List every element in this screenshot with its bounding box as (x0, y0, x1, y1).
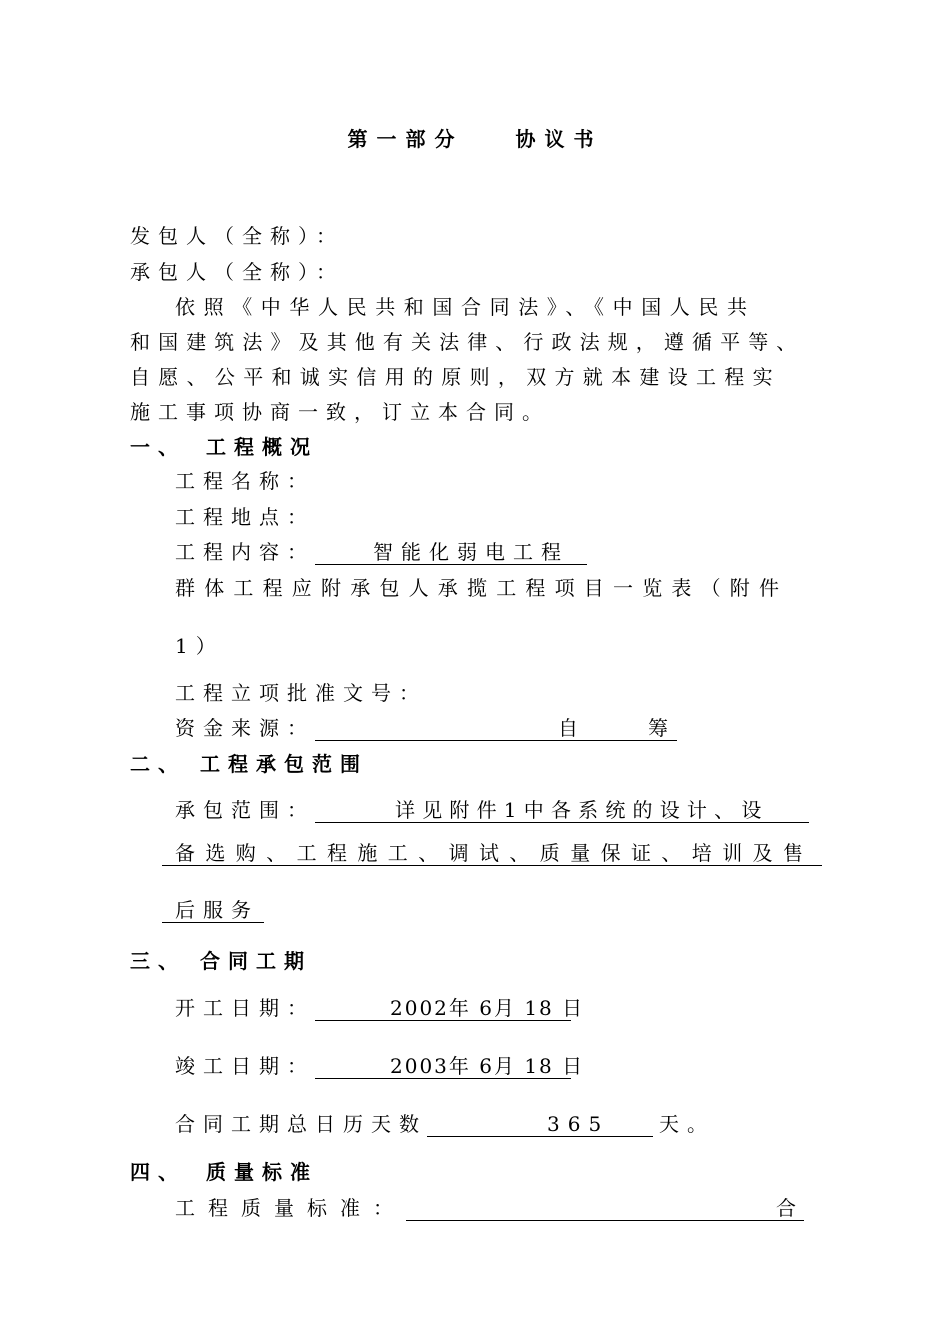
fund-source-value-1: 自 (558, 716, 586, 740)
end-date-value: 2003年 6月 18 日 (315, 1055, 571, 1079)
contractor-line: 承包人（全称）： (130, 260, 344, 284)
quality-label: 工程质量标准： (175, 1196, 406, 1220)
project-name-label: 工程名称： (175, 469, 315, 493)
scope-value-3: 后服务 (162, 899, 264, 923)
group-note-line-2: 1） (175, 634, 224, 658)
section-3-heading (130, 945, 312, 974)
scope-value-1: 详见附件1中各系统的设计、设 (315, 799, 809, 823)
quality-row (175, 1192, 804, 1221)
fund-source-label: 资金来源： (175, 716, 315, 740)
project-location-label: 工程地点： (175, 505, 315, 529)
preamble-line-4: 施工事项协商一致，订立本合同。 (130, 400, 550, 424)
end-date-row (175, 1050, 585, 1079)
project-content-value: 智能化弱电工程 (315, 541, 587, 565)
fund-source-value-2: 筹 (648, 716, 676, 740)
title-part: 第一部分 (347, 127, 464, 151)
section-2-title: 工程承包范围 (200, 752, 368, 776)
start-date-value: 2002年 6月 18 日 (315, 997, 571, 1021)
preamble-line-1: 依照《中华人民共和国合同法》、《中国人民共 (175, 295, 756, 319)
project-content-row (175, 536, 587, 565)
section-3-title: 合同工期 (200, 949, 312, 973)
section-1-heading (130, 431, 318, 460)
fund-source-value (315, 717, 677, 741)
total-days-row (175, 1108, 715, 1137)
quality-value: 合 (406, 1197, 804, 1221)
section-4-number: 四、 (130, 1160, 186, 1184)
group-note-line-1: 群体工程应附承包人承揽工程项目一览表（附件 (175, 576, 789, 600)
project-content-label: 工程内容： (175, 540, 315, 564)
approval-number-label: 工程立项批准文号： (175, 681, 427, 705)
page-title (0, 123, 950, 152)
scope-row-1 (175, 794, 809, 823)
end-date-label: 竣工日期： (175, 1054, 315, 1078)
start-date-row (175, 992, 585, 1021)
preamble-line-2: 和国建筑法》及其他有关法律、行政法规，遵循平等、 (130, 330, 805, 354)
section-3-number: 三、 (130, 949, 186, 973)
employer-line: 发包人（全称）： (130, 224, 344, 248)
scope-label: 承包范围： (175, 798, 315, 822)
scope-row-2 (162, 841, 822, 866)
section-1-title: 工程概况 (206, 435, 318, 459)
total-days-value: 365 (427, 1113, 653, 1137)
title-name: 协议书 (515, 127, 603, 151)
section-4-title: 质量标准 (206, 1160, 318, 1184)
total-days-label: 合同工期总日历天数 (175, 1112, 427, 1136)
section-1-number: 一、 (130, 435, 186, 459)
scope-value-2: 备选购、工程施工、调试、质量保证、培训及售 (162, 842, 822, 866)
section-2-number: 二、 (130, 752, 186, 776)
scope-row-3 (162, 898, 264, 923)
total-days-unit: 天。 (659, 1112, 715, 1136)
section-2-heading (130, 748, 368, 777)
start-date-label: 开工日期： (175, 996, 315, 1020)
fund-source-row (175, 712, 677, 741)
section-4-heading (130, 1156, 318, 1185)
preamble-line-3: 自愿、公平和诚实信用的原则，双方就本建设工程实 (130, 365, 781, 389)
